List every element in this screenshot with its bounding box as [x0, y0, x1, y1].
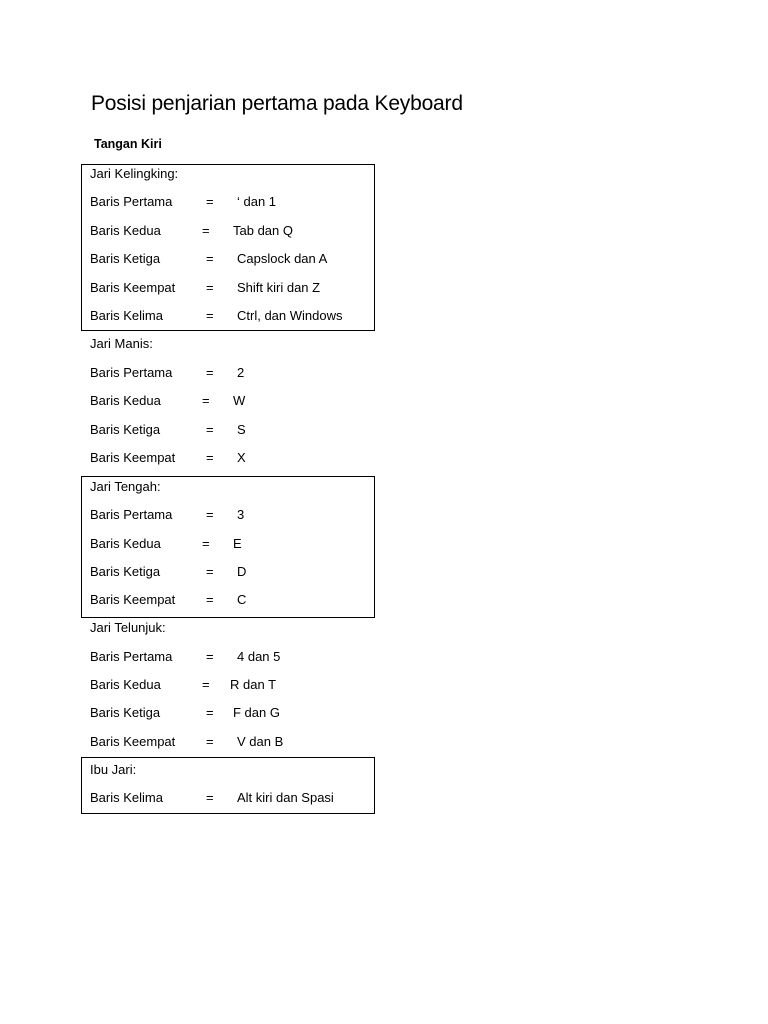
group-heading-tengah: Jari Tengah: — [90, 479, 161, 494]
equals-sign: = — [202, 393, 210, 408]
row-value: Capslock dan A — [237, 251, 328, 266]
row-label: Baris Ketiga — [90, 422, 161, 437]
row-label: Baris Ketiga — [90, 251, 161, 266]
group-box-kelingking — [81, 164, 375, 331]
group-heading-telunjuk: Jari Telunjuk: — [90, 620, 166, 635]
row-label: Baris Kedua — [90, 223, 161, 238]
row-value: Tab dan Q — [233, 223, 293, 238]
group-heading-manis: Jari Manis: — [90, 336, 153, 351]
equals-sign: = — [206, 194, 214, 209]
row-value: ‘ dan 1 — [237, 194, 277, 209]
row-label: Baris Keempat — [90, 592, 176, 607]
row-value: F dan G — [233, 705, 280, 720]
equals-sign: = — [202, 223, 210, 238]
row-value: W — [233, 393, 246, 408]
row-label: Baris Kelima — [90, 790, 163, 805]
row-value: Alt kiri dan Spasi — [237, 790, 334, 805]
section-subtitle: Tangan Kiri — [94, 137, 162, 151]
equals-sign: = — [206, 564, 214, 579]
row-value: R dan T — [230, 677, 277, 692]
row-value: 2 — [237, 365, 245, 380]
row-label: Baris Kedua — [90, 677, 161, 692]
row-value: E — [233, 536, 242, 551]
row-label: Baris Kedua — [90, 393, 161, 408]
row-value: V dan B — [237, 734, 284, 749]
row-label: Baris Pertama — [90, 194, 173, 209]
row-label: Baris Keempat — [90, 450, 176, 465]
row-value: X — [237, 450, 246, 465]
row-value: 4 dan 5 — [237, 649, 281, 664]
row-value: Ctrl, dan Windows — [237, 308, 343, 323]
group-heading-ibu-jari: Ibu Jari: — [90, 762, 137, 777]
equals-sign: = — [206, 649, 214, 664]
row-label: Baris Pertama — [90, 507, 173, 522]
equals-sign: = — [206, 280, 214, 295]
row-value: 3 — [237, 507, 245, 522]
equals-sign: = — [206, 365, 214, 380]
equals-sign: = — [206, 450, 214, 465]
row-label: Baris Keempat — [90, 280, 176, 295]
equals-sign: = — [206, 251, 214, 266]
equals-sign: = — [206, 507, 214, 522]
equals-sign: = — [206, 308, 214, 323]
row-label: Baris Pertama — [90, 649, 173, 664]
equals-sign: = — [206, 592, 214, 607]
page-title: Posisi penjarian pertama pada Keyboard — [91, 92, 463, 115]
equals-sign: = — [206, 734, 214, 749]
equals-sign: = — [206, 705, 214, 720]
row-value: D — [237, 564, 247, 579]
group-heading-kelingking: Jari Kelingking: — [90, 166, 179, 181]
equals-sign: = — [202, 677, 210, 692]
row-label: Baris Ketiga — [90, 564, 161, 579]
row-value: C — [237, 592, 247, 607]
row-label: Baris Ketiga — [90, 705, 161, 720]
equals-sign: = — [206, 790, 214, 805]
equals-sign: = — [206, 422, 214, 437]
row-label: Baris Pertama — [90, 365, 173, 380]
row-value: S — [237, 422, 246, 437]
row-label: Baris Kedua — [90, 536, 161, 551]
row-label: Baris Keempat — [90, 734, 176, 749]
row-value: Shift kiri dan Z — [237, 280, 321, 295]
equals-sign: = — [202, 536, 210, 551]
row-label: Baris Kelima — [90, 308, 163, 323]
